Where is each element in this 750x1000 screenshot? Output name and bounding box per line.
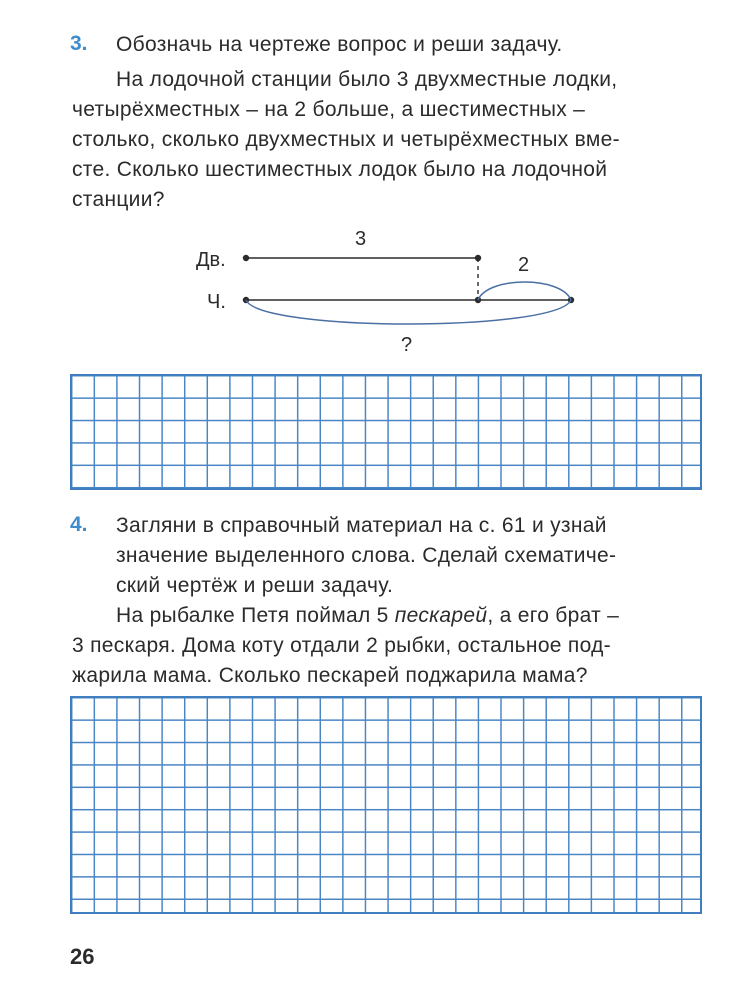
question-mark: ? bbox=[401, 334, 413, 356]
task3-text-line: столько, сколько двухместных и четырёхместных вме- bbox=[72, 128, 620, 151]
answer-grid-task4[interactable] bbox=[70, 696, 702, 914]
text-part: На рыбалке Петя поймал 5 bbox=[116, 604, 395, 627]
task4-number: 4. bbox=[70, 513, 88, 536]
task4-text-line: 3 пескаря. Дома коту отдали 2 рыбки, остальное под- bbox=[72, 634, 611, 657]
brace-total bbox=[246, 300, 571, 324]
highlighted-word: пескарей bbox=[394, 604, 488, 627]
segment-diagram bbox=[0, 0, 750, 380]
task4-text-line bbox=[116, 601, 619, 631]
text-part: , а его брат – bbox=[487, 604, 620, 627]
answer-grid-task3[interactable] bbox=[70, 374, 702, 490]
task3-text-line: четырёхместных – на 2 больше, а шестиместных – bbox=[72, 98, 586, 121]
task3-text-line: станции? bbox=[72, 188, 165, 211]
brace-extra bbox=[478, 282, 571, 300]
label-ch: Ч. bbox=[207, 291, 226, 313]
task3-text-line: сте. Сколько шестиместных лодок было на лодочной bbox=[72, 158, 608, 181]
task3-instruction: Обозначь на чертеже вопрос и реши задачу. bbox=[116, 33, 563, 56]
task4-instruction-line: Загляни в справочный материал на с. 61 и узнай bbox=[116, 514, 607, 537]
task3-number: 3. bbox=[70, 32, 88, 55]
task4-instruction-line: ский чертёж и реши задачу. bbox=[116, 574, 394, 597]
page-number: 26 bbox=[70, 944, 95, 969]
task4-instruction-line: значение выделенного слова. Сделай схематиче- bbox=[116, 544, 617, 567]
segment-point bbox=[243, 255, 249, 261]
value-two: 2 bbox=[518, 254, 530, 276]
value-three: 3 bbox=[355, 228, 367, 250]
task3-text-line: На лодочной станции было 3 двухместные лодки, bbox=[116, 68, 618, 91]
task4-text-line: жарила мама. Сколько пескарей поджарила мама? bbox=[72, 664, 588, 687]
label-dv: Дв. bbox=[196, 249, 226, 271]
